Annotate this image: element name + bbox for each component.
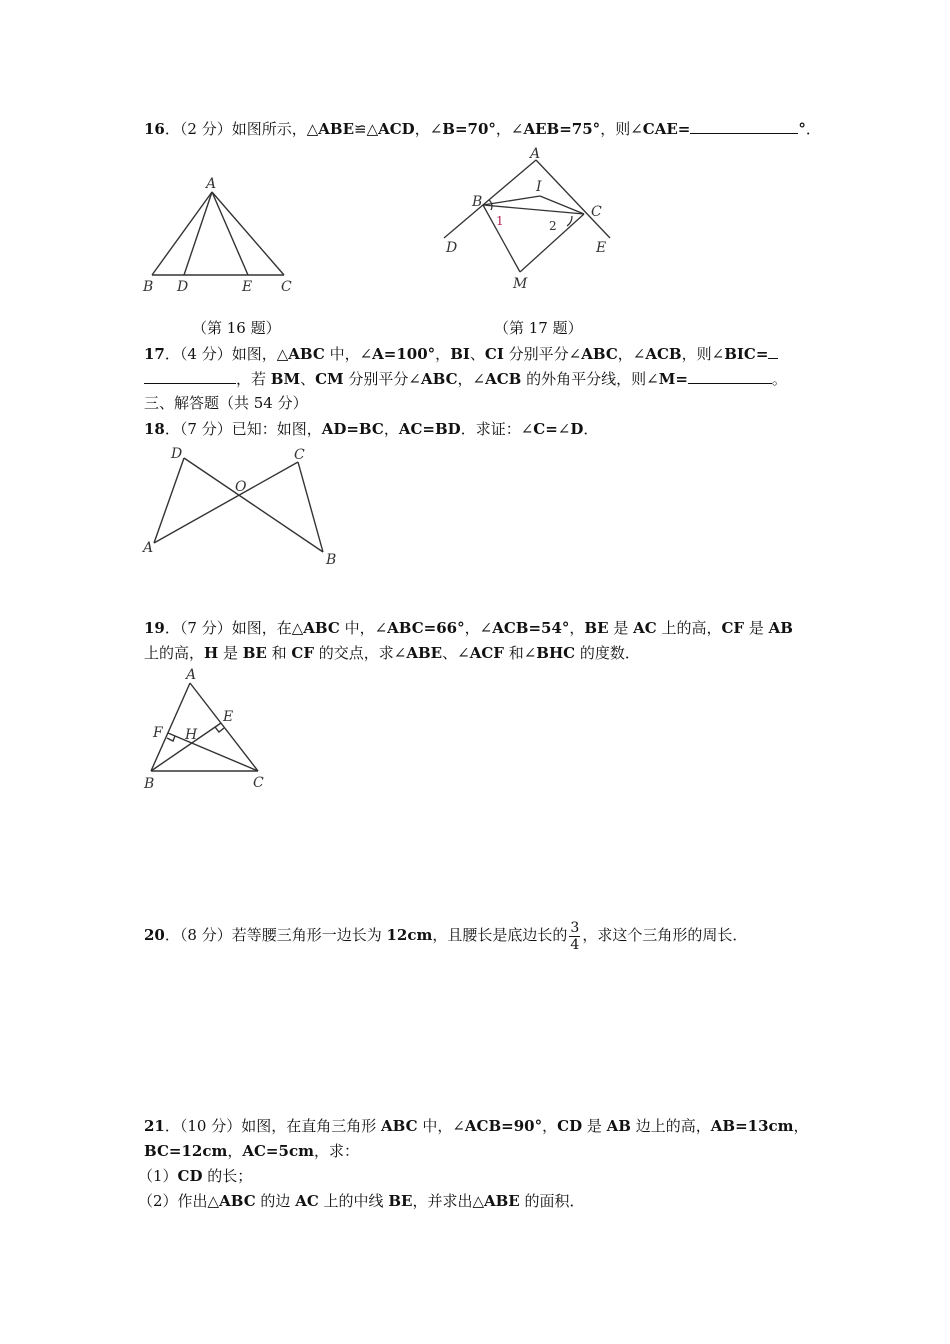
q19-label-c: C <box>253 775 264 791</box>
q19-number: 19 <box>144 619 165 637</box>
q19-text-line2: 上的高，H 是 BE 和 CF 的交点，求∠ABE、∠ACF 和∠BHC 的度数． <box>144 644 640 662</box>
q16-text: 16．（2 分）如图所示，△ABE≌△ACD，∠B=70°，∠AEB=75°，则∠CAE= °． <box>144 120 821 138</box>
q17-label-d: D <box>446 240 458 256</box>
q21-text-line1: 21．（10 分）如图，在直角三角形 ABC 中，∠ACB=90°，CD 是 AB 边上的高，AB=13cm， <box>144 1117 809 1135</box>
section-3-heading: 三、解答题（共 54 分） <box>144 394 308 412</box>
q16-caption: （第 16 题） <box>192 319 281 337</box>
q17-label-m: M <box>513 276 528 292</box>
q18-number: 18 <box>144 420 165 438</box>
q19-right-angle-e <box>215 727 224 732</box>
q17-label-e: E <box>596 240 607 256</box>
q18-label-b: B <box>326 552 337 568</box>
q16-label-b: B <box>143 279 154 295</box>
q17-label-i: I <box>536 179 542 195</box>
q16-figure <box>138 172 308 297</box>
q18-segment-ad <box>154 458 184 543</box>
q18-label-a: A <box>143 540 154 556</box>
q17-score: （4 分） <box>179 345 232 363</box>
q20-number: 20 <box>144 926 165 944</box>
q20-text: 20．（8 分）若等腰三角形一边长为 12cm，且腰长是底边长的 $\frac{3}{4}$ ，求这个三角形的周长． <box>144 919 748 953</box>
q18-segment-ac <box>154 462 298 543</box>
q20-score: （8 分） <box>179 926 232 944</box>
q17-answer-blank-1[interactable] <box>144 368 236 384</box>
q17-caption: （第 17 题） <box>494 319 583 337</box>
q21-part-1: （1）CD 的长； <box>138 1167 253 1185</box>
q16-label-c: C <box>281 279 292 295</box>
q17-number: 17 <box>144 345 165 363</box>
q21-text-line2: BC=12cm，AC=5cm，求： <box>144 1142 359 1160</box>
q16-segment-ab <box>152 192 212 275</box>
q19-altitude-cf <box>168 733 258 771</box>
q19-figure <box>138 665 278 795</box>
q16-segment-ae <box>212 192 248 275</box>
q19-text-line1: 19．（7 分）如图，在△ABC 中，∠ABC=66°，∠ACB=54°，BE 是 AC 上的高，CF 是 AB <box>144 619 793 637</box>
q21-number: 21 <box>144 1117 165 1135</box>
q20-fraction-numerator: 3 <box>570 919 580 936</box>
q19-right-angle-f <box>167 736 175 741</box>
q18-label-o: O <box>235 479 247 495</box>
q18-segment-bd <box>184 458 323 552</box>
q16-label-d: D <box>177 279 189 295</box>
q19-label-b: B <box>144 776 155 792</box>
q16-number: 16 <box>144 120 165 138</box>
q17-label-a: A <box>530 146 541 162</box>
q16-score: （2 分） <box>179 120 232 138</box>
q18-segment-bc <box>298 462 323 552</box>
q16-segment-ad <box>184 192 212 275</box>
q21-score: （10 分） <box>179 1117 242 1135</box>
q19-score: （7 分） <box>179 619 232 637</box>
q17-answer-blank-1-head[interactable] <box>768 343 778 359</box>
q18-score: （7 分） <box>179 420 232 438</box>
q19-label-a: A <box>186 667 197 683</box>
q17-segment-bc <box>483 205 584 214</box>
q17-text-line1: 17．（4 分）如图，△ABC 中，∠A=100°，BI、CI 分别平分∠ABC，∠ACB，则∠BIC= <box>144 343 778 364</box>
q18-text: 18．（7 分）已知：如图，AD=BC，AC=BD．求证：∠C=∠D． <box>144 420 599 438</box>
q16-label-e: E <box>242 279 253 295</box>
q18-label-d: D <box>171 446 183 462</box>
q17-answer-blank-2[interactable] <box>688 368 772 384</box>
q20-fraction <box>569 920 580 953</box>
q16-label-a: A <box>206 176 217 192</box>
q19-label-f: F <box>153 725 163 741</box>
q17-figure <box>436 142 626 294</box>
q16-answer-blank[interactable] <box>690 118 798 134</box>
q18-label-c: C <box>294 447 305 463</box>
q16-segment-ac <box>212 192 284 275</box>
q17-label-b: B <box>472 194 483 210</box>
q21-part-2: （2）作出△ABC 的边 AC 上的中线 BE，并求出△ABE 的面积． <box>138 1192 585 1210</box>
q17-label-angle-1: 1 <box>496 214 504 228</box>
q19-segment-ac <box>190 683 258 771</box>
q17-text-line2: ，若 BM、CM 分别平分∠ABC，∠ACB 的外角平分线，则∠M= 。 <box>144 368 787 389</box>
q17-label-c: C <box>591 204 602 220</box>
q17-angle-2-arc <box>567 216 572 226</box>
q19-label-e: E <box>223 709 234 725</box>
q20-fraction-denominator: 4 <box>570 936 580 953</box>
q19-label-h: H <box>185 727 198 743</box>
q18-figure <box>138 442 348 572</box>
q17-label-angle-2: 2 <box>549 219 557 233</box>
